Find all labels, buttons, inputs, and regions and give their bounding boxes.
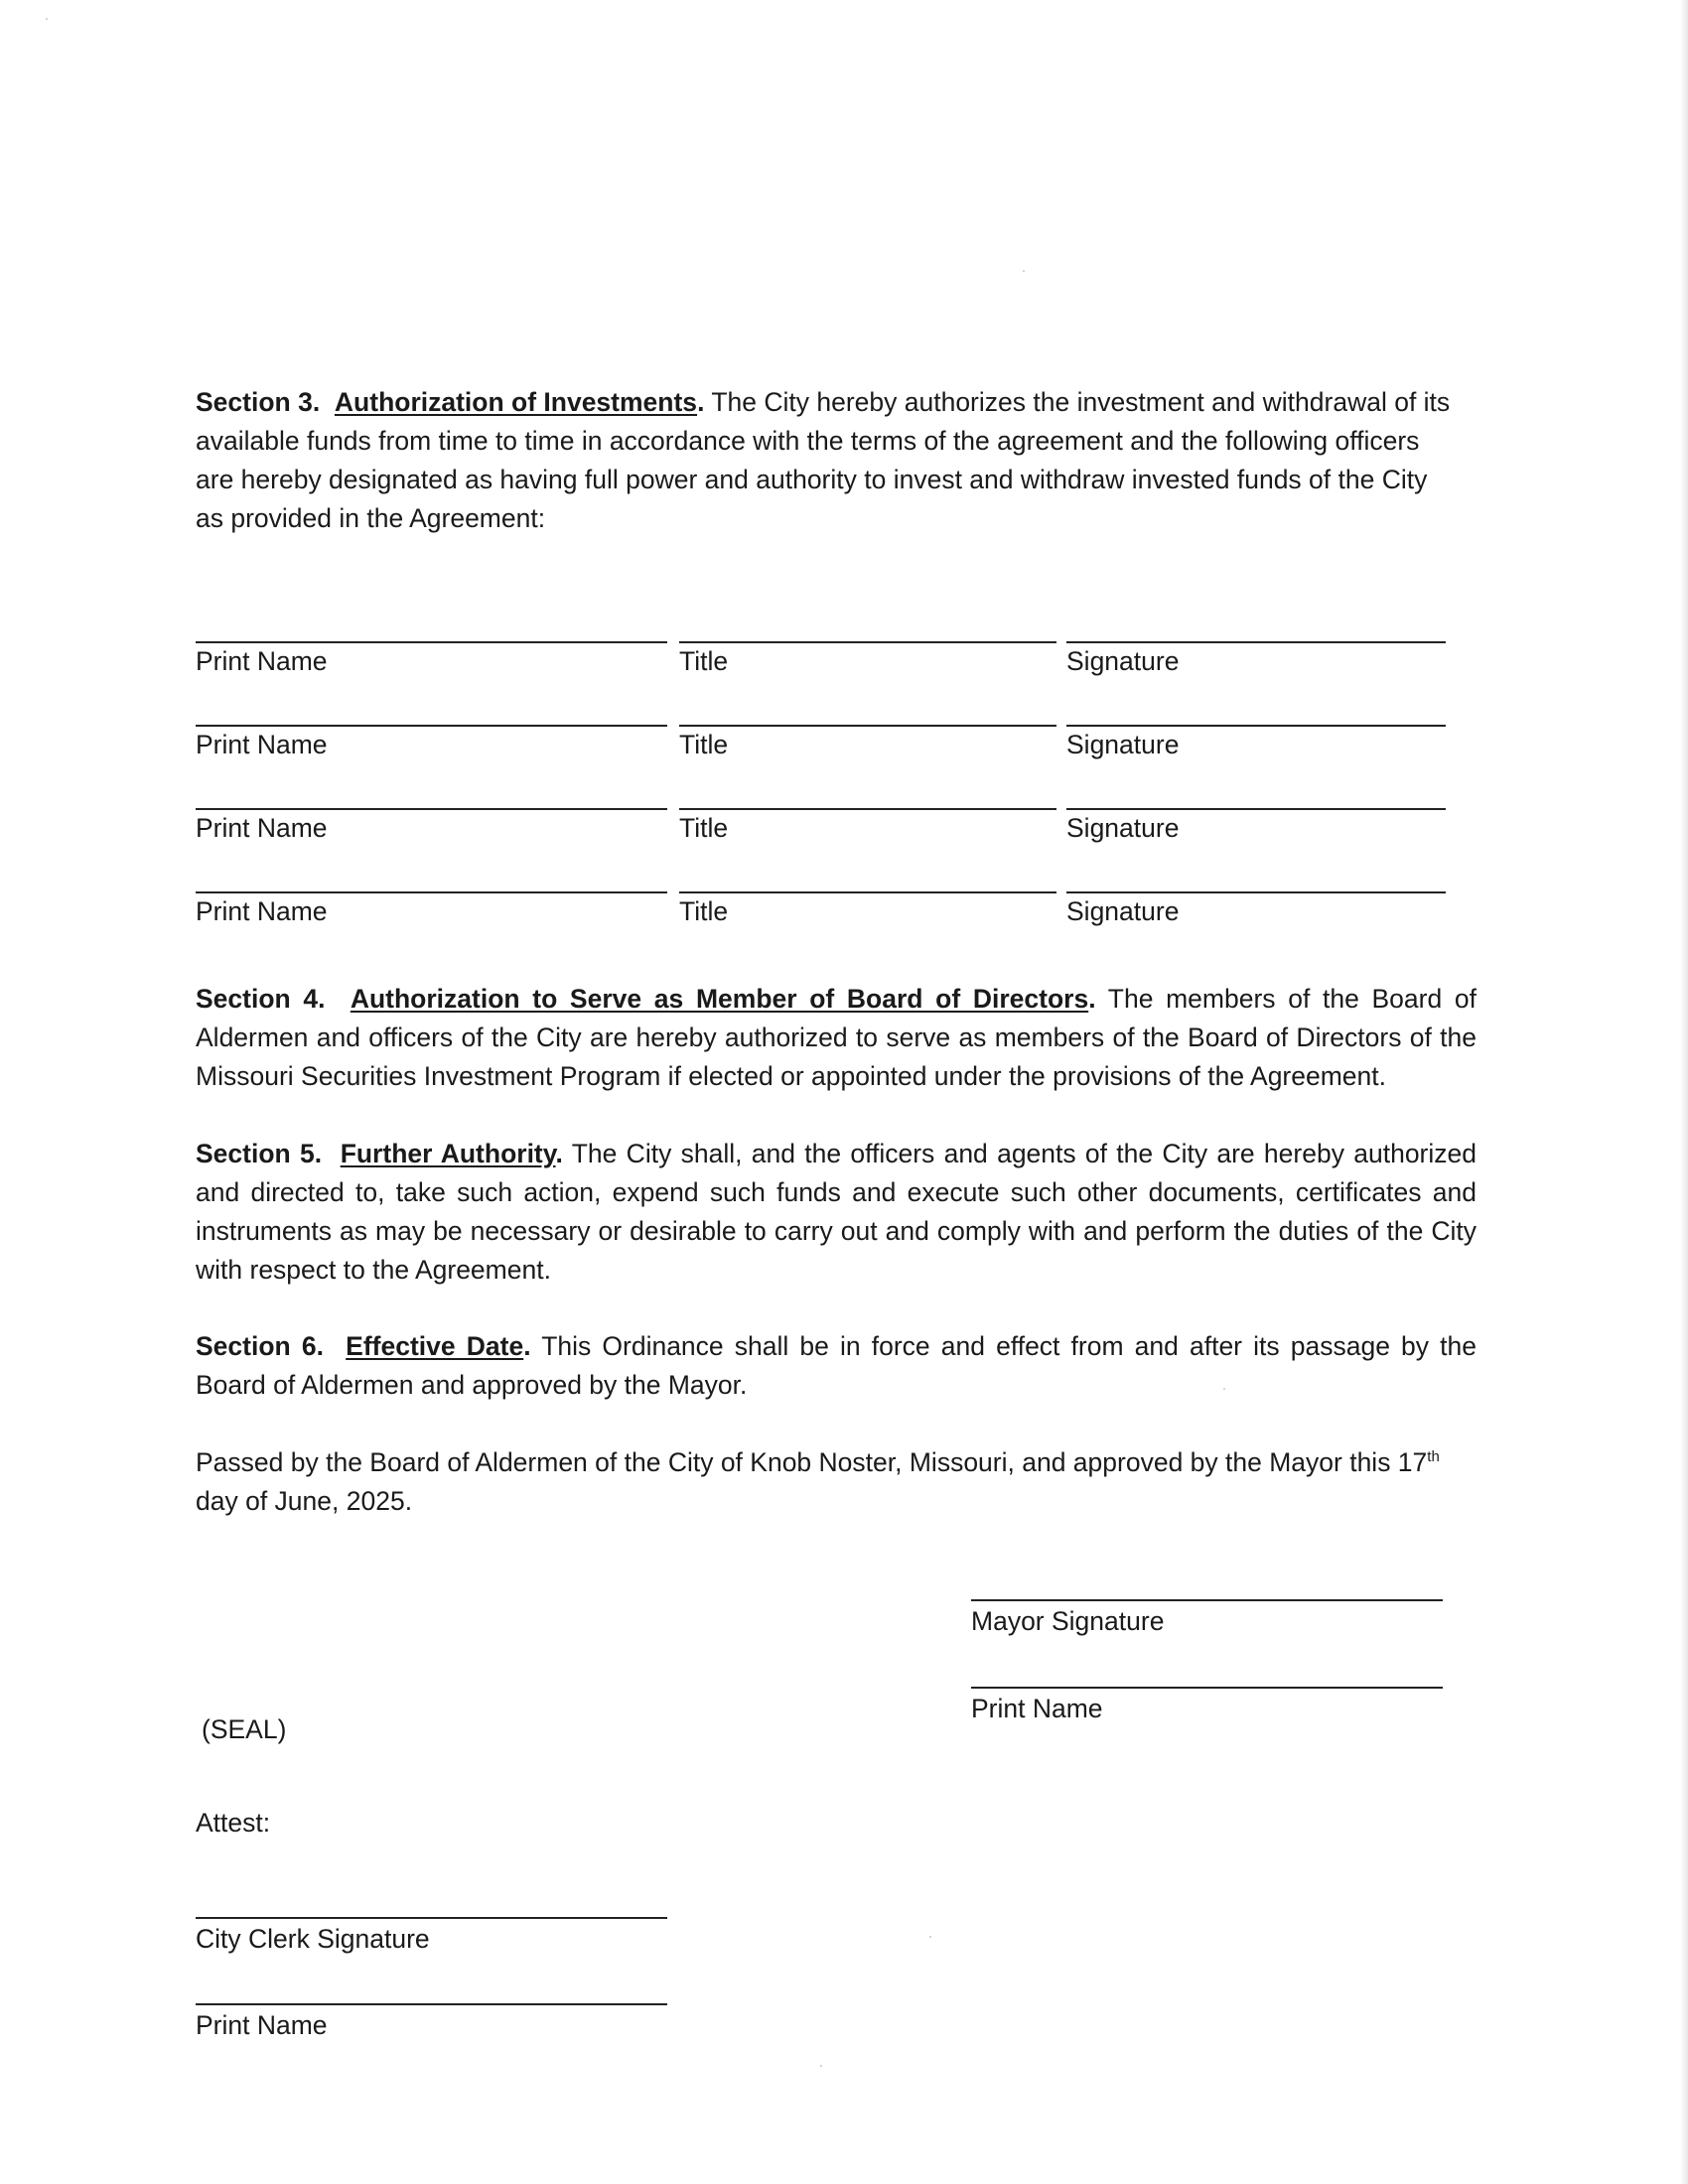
clerk-signature-line[interactable]: City Clerk Signature <box>196 1917 667 1955</box>
scan-speck <box>46 18 48 20</box>
section-5-body: The City shall, and the officers and agents of the City are hereby authorized and directed to, take such action, expend such funds and execute such other documents, certificates and instruments as may be necessary or desirable to carry out and comply with and perform the duties of the City with respect to the Agreement. <box>196 1139 1477 1285</box>
section-5-number: Section 5. <box>196 1139 323 1168</box>
section-5-paragraph: Section 5. Further Authority. The City shall, and the officers and agents of the City are hereby authorized and directed to, take such action, expend such funds and execute such other documents, certificates and instruments as may be necessary or desirable to carry out and comply with and perform the duties of the City with respect to the Agreement. <box>196 1139 1477 1285</box>
signature-line[interactable]: Signature <box>1066 891 1446 927</box>
signature-line[interactable]: Signature <box>1066 641 1446 677</box>
mayor-print-name-line[interactable]: Print Name <box>971 1687 1443 1724</box>
scan-speck <box>820 2065 822 2067</box>
officer-row <box>0 641 1688 681</box>
title-line[interactable]: Title <box>679 808 1056 844</box>
print-name-line[interactable]: Print Name <box>196 808 667 844</box>
attest-label: Attest: <box>196 1808 271 1838</box>
section-6-number: Section 6. <box>196 1331 324 1361</box>
officer-row <box>0 891 1688 931</box>
print-name-line[interactable]: Print Name <box>196 891 667 927</box>
page-edge <box>1680 0 1688 2184</box>
passed-text: Passed by the Board of Aldermen of the City of Knob Noster, Missouri, and approved by the Mayor this 17 <box>196 1447 1428 1477</box>
scan-speck <box>1223 1388 1225 1390</box>
section-5-heading: Further Authority <box>340 1139 556 1168</box>
section-4-heading: Authorization to Serve as Member of Board of Directors <box>350 984 1089 1014</box>
section-3-number: Section 3. <box>196 387 321 417</box>
passed-paragraph <box>196 1443 1477 1521</box>
section-4-paragraph: Section 4. Authorization to Serve as Member of Board of Directors. The members of the Board of Aldermen and officers of the City are hereby authorized to serve as members of the Board of Directors of the Missouri Securities Investment Program if elected or appointed under the provisions of the Agreement. <box>196 984 1477 1091</box>
section-3-heading: Authorization of Investments <box>334 387 698 417</box>
section-6-paragraph: Section 6. Effective Date. This Ordinance shall be in force and effect from and after its passage by the Board of Aldermen and approved by the Mayor. <box>196 1331 1477 1400</box>
scan-speck <box>1023 270 1025 272</box>
section-6-body: This Ordinance shall be in force and effect from and after its passage by the Board of Aldermen and approved by the Mayor. <box>196 1331 1477 1400</box>
officer-row <box>0 725 1688 764</box>
section-3-body: The City hereby authorizes the investment and withdrawal of its available funds from time to time in accordance with the terms of the agreement and the following officers are hereby designated as having full power and authority to invest and withdraw invested funds of the City as provided in the Agreement: <box>196 387 1451 533</box>
title-line[interactable]: Title <box>679 641 1056 677</box>
clerk-print-name-line[interactable]: Print Name <box>196 2003 667 2041</box>
print-name-line[interactable]: Print Name <box>196 725 667 760</box>
section-6-heading: Effective Date <box>346 1331 524 1361</box>
print-name-line[interactable]: Print Name <box>196 641 667 677</box>
passed-date: day of June, 2025. <box>196 1486 413 1516</box>
scan-speck <box>929 1936 931 1938</box>
mayor-signature-line[interactable]: Mayor Signature <box>971 1599 1443 1637</box>
signature-line[interactable]: Signature <box>1066 808 1446 844</box>
ordinal-suffix: th <box>1427 1448 1440 1465</box>
section-4-number: Section 4. <box>196 984 326 1014</box>
title-line[interactable]: Title <box>679 891 1056 927</box>
section-3-paragraph: Section 3. Authorization of Investments. The City hereby authorizes the investment and withdrawal of its available funds from time to time in accordance with the terms of the agreement and the following officers are hereby designated as having full power and authority to invest and withdraw invested funds of the City as provided in the Agreement: <box>196 387 1451 533</box>
section-4-body: The members of the Board of Aldermen and officers of the City are hereby authorized to serve as members of the Board of Directors of the Missouri Securities Investment Program if elected or appointed under the provisions of the Agreement. <box>196 984 1477 1091</box>
seal-label: (SEAL) <box>202 1714 287 1744</box>
title-line[interactable]: Title <box>679 725 1056 760</box>
officer-row <box>0 808 1688 848</box>
signature-line[interactable]: Signature <box>1066 725 1446 760</box>
